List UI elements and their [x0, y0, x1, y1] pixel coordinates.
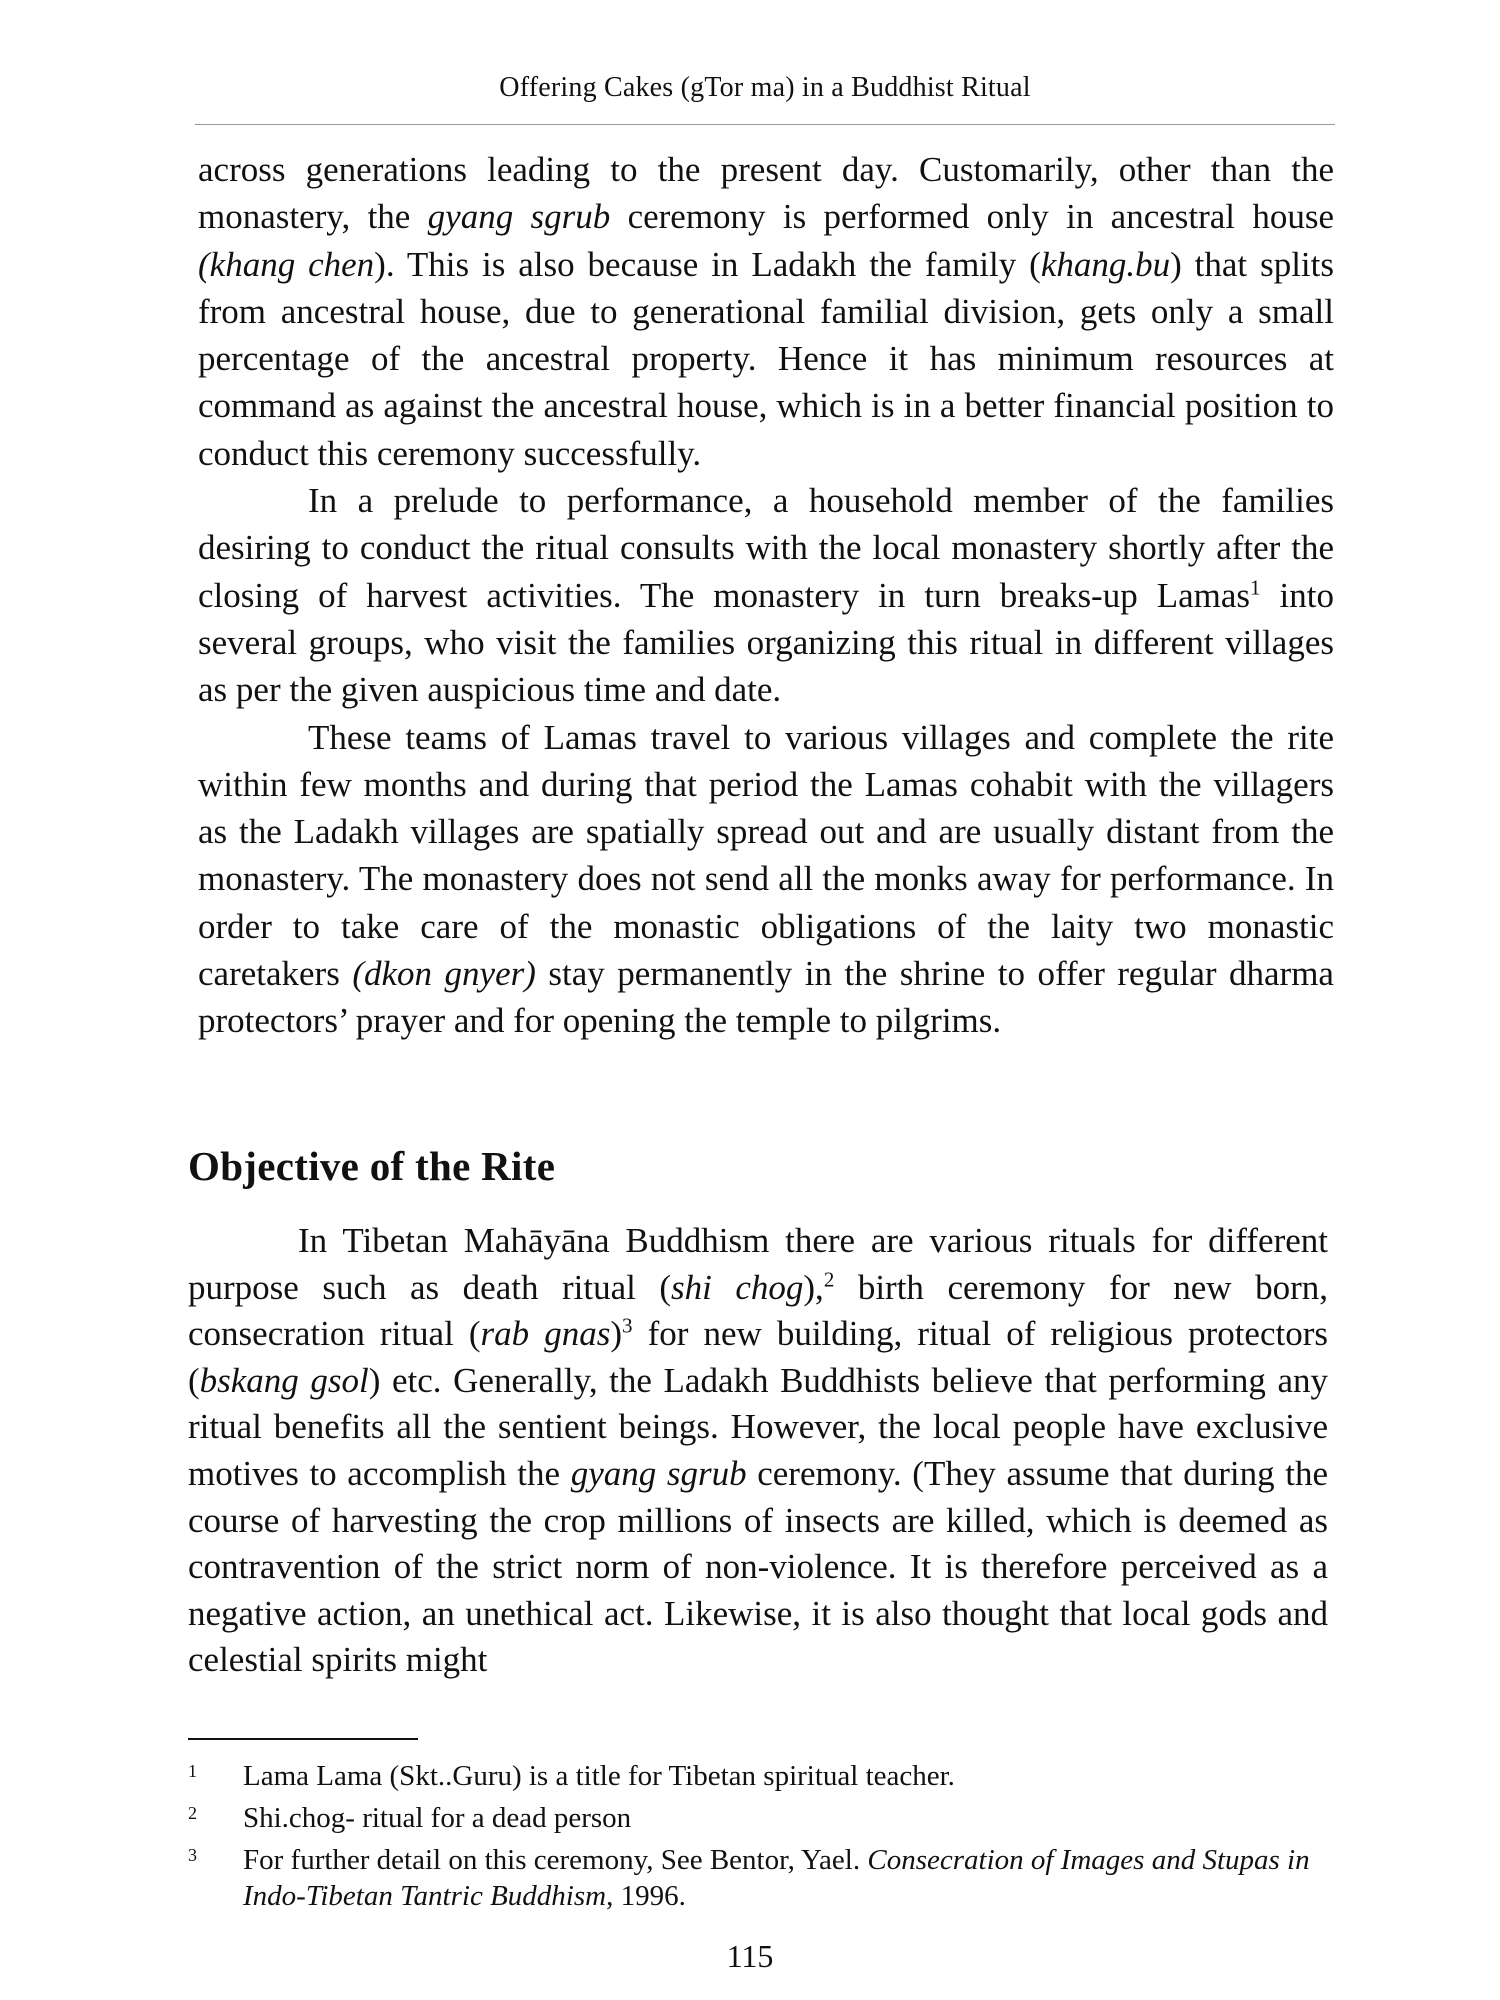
footnote-2: [188, 1800, 1338, 1836]
body-text-lower: [188, 1218, 1328, 1684]
footnote-ref-1: 1: [1250, 575, 1261, 600]
footnote-number: 2: [188, 1803, 197, 1823]
footnote-rule: [188, 1738, 418, 1740]
footnote-ref-3: 3: [622, 1313, 633, 1338]
body-text-upper: [198, 146, 1334, 1045]
footnote-1: [188, 1758, 1338, 1794]
footnote-text: Shi.chog- ritual for a dead person: [243, 1802, 632, 1834]
header-rule: [195, 124, 1335, 125]
footnote-ref-2: 2: [823, 1266, 835, 1291]
paragraph-3: These teams of Lamas travel to various villages and complete the rite within few months and during that period the Lamas cohabit with the villagers as the Ladakh villages are spatially spread out and are usually distant from the monastery. The monastery does not send all the monks away for performance. In order to take care of the monastic obligations of the laity two monastic caretakers (dkon gnyer) stay permanently in the shrine to offer regular dharma protectors’ prayer and for opening the temple to pilgrims.: [198, 717, 1334, 1041]
footnote-3: [188, 1842, 1338, 1914]
paragraph-4: In Tibetan Mahāyāna Buddhism there are various rituals for different purpose such as death ritual (shi chog),$^2$ birth ceremony for new born, consecration ritual (rab gnas)$^3$ for new building, ritual of religious protectors (bskang gsol) etc. Generally, the Ladakh Buddhists believe that performing any ritual benefits all the sentient beings. However, the local people have exclusive motives to accomplish the gyang sgrub ceremony. (They assume that during the course of harvesting the crop millions of insects are killed, which is deemed as contravention of the strict norm of non-violence. It is therefore perceived as a negative action, an unethical act. Likewise, it is also thought that local gods and celestial spirits might: [188, 1221, 1328, 1680]
footnote-number: 3: [188, 1845, 197, 1865]
page-number: 115: [726, 1938, 774, 1974]
paragraph-2: In a prelude to performance, a household member of the families desiring to conduct the ritual consults with the local monastery shortly after the closing of harvest activities. The monastery in turn breaks-up Lamas$^1$ into several groups, who visit the families organizing this ritual in different villages as per the given auspicious time and date.: [198, 481, 1334, 710]
paragraph-1: across generations leading to the present day. Customarily, other than the monastery, the gyang sgrub ceremony is performed only in ancestral house (khang chen). This is also because in Ladakh the family (khang.bu) that splits from ancestral house, due to generational familial division, gets only a small percentage of the ancestral property. Hence it has minimum resources at command as against the ancestral house, which is in a better financial position to conduct this ceremony successfully.: [198, 150, 1334, 473]
running-head: Offering Cakes (gTor ma) in a Buddhist Ritual: [499, 72, 1031, 103]
footnote-text: Lama Lama (Skt..Guru) is a title for Tibetan spiritual teacher.: [243, 1760, 955, 1792]
footnotes: [188, 1758, 1338, 1920]
section-heading: Objective of the Rite: [188, 1143, 556, 1189]
footnote-number: 1: [188, 1761, 197, 1781]
footnote-text: For further detail on this ceremony, See Bentor, Yael. Consecration of Images and Stupas in Indo-Tibetan Tantric Buddhism, 1996.: [243, 1844, 1310, 1912]
